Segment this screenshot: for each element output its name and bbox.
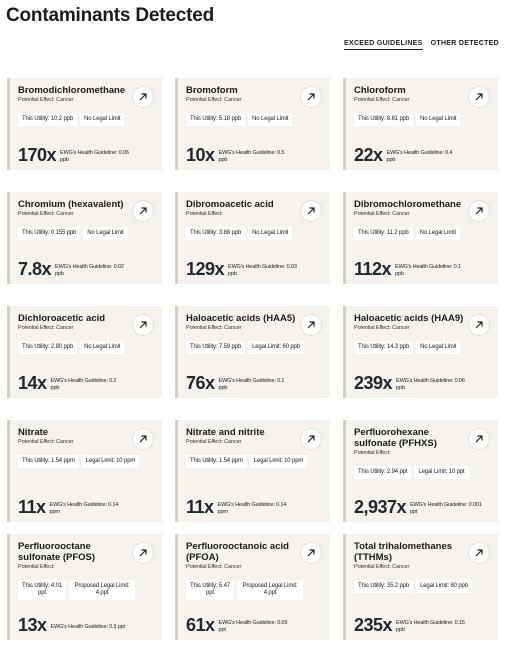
arrow-up-right-icon [474, 92, 484, 102]
contaminant-name: Bromoform [186, 85, 238, 96]
multiple-row [186, 374, 294, 392]
tab-exceed-guidelines[interactable]: EXCEED GUIDELINES [344, 40, 423, 50]
open-contaminant-button[interactable] [132, 314, 154, 336]
multiple-row [18, 374, 126, 392]
health-guideline: EWG's Health Guideline: 0.02 ppb [55, 264, 124, 277]
utility-level: This Utility: 7.59 ppb [186, 341, 245, 354]
multiple-row [186, 498, 293, 516]
guideline-multiple: 11x [186, 497, 214, 517]
health-guideline: EWG's Health Guideline: 0.15 ppb [396, 620, 465, 633]
contaminant-card[interactable] [175, 306, 330, 398]
open-contaminant-button[interactable] [132, 428, 154, 450]
arrow-up-right-icon [138, 434, 148, 444]
contaminant-name: Dibromoacetic acid [186, 199, 274, 210]
open-contaminant-button[interactable] [300, 428, 322, 450]
arrow-up-right-icon [306, 548, 316, 558]
utility-level: This Utility: 0.155 ppb [18, 227, 80, 240]
open-contaminant-button[interactable] [468, 542, 490, 564]
potential-effect: Potential Effect: [186, 211, 223, 217]
contaminant-card[interactable] [7, 192, 162, 284]
potential-effect: Potential Effect: Cancer [18, 97, 74, 103]
health-guideline: EWG's Health Guideline: 0.4 ppb [386, 150, 453, 163]
level-comparison [186, 455, 323, 468]
potential-effect: Potential Effect: Cancer [18, 211, 74, 217]
multiple-row [354, 374, 471, 392]
contaminant-card[interactable] [7, 78, 162, 170]
utility-level: This Utility: 3.88 ppb [186, 227, 245, 240]
legal-limit: No Legal Limit [80, 341, 124, 354]
health-guideline: EWG's Health Guideline: 0.14 ppm [217, 502, 287, 515]
guideline-multiple: 112x [354, 259, 392, 279]
health-guideline: EWG's Health Guideline: 0.1 ppb [218, 378, 285, 391]
level-comparison [186, 113, 323, 126]
legal-limit: No Legal Limit [416, 113, 460, 126]
guideline-multiple: 14x [18, 373, 47, 393]
legal-limit: Proposed Legal Limit: 4 ppt [237, 580, 303, 600]
contaminant-card[interactable] [175, 420, 330, 522]
legal-limit: Proposed Legal Limit: 4 ppt [69, 580, 135, 600]
open-contaminant-button[interactable] [300, 86, 322, 108]
arrow-up-right-icon [138, 548, 148, 558]
contaminant-card[interactable] [175, 78, 330, 170]
guideline-multiple: 7.8x [18, 259, 52, 279]
utility-level: This Utility: 14.3 ppb [354, 341, 413, 354]
contaminant-card[interactable] [7, 306, 162, 398]
contaminant-name: Haloacetic acids (HAA9) [354, 313, 464, 324]
arrow-up-right-icon [306, 92, 316, 102]
multiple-row [354, 498, 485, 516]
legal-limit: Legal Limit: 80 ppb [416, 580, 472, 593]
level-comparison [354, 341, 491, 354]
open-contaminant-button[interactable] [132, 200, 154, 222]
guideline-multiple: 13x [18, 615, 47, 635]
arrow-up-right-icon [306, 320, 316, 330]
arrow-up-right-icon [138, 320, 148, 330]
legal-limit: No Legal Limit [83, 227, 127, 240]
utility-level: This Utility: 5.18 ppb [186, 113, 245, 126]
level-comparison [354, 466, 491, 479]
health-guideline: EWG's Health Guideline: 0.14 ppm [49, 502, 119, 515]
multiple-row [186, 616, 294, 634]
potential-effect: Potential Effect: Cancer [354, 325, 410, 331]
arrow-up-right-icon [138, 206, 148, 216]
arrow-up-right-icon [306, 206, 316, 216]
legal-limit: Legal Limit: 10 ppt [414, 466, 468, 479]
contaminant-card[interactable] [7, 534, 162, 640]
level-comparison [354, 580, 491, 593]
multiple-row [354, 260, 470, 278]
contaminant-card[interactable] [7, 420, 162, 522]
open-contaminant-button[interactable] [468, 428, 490, 450]
potential-effect: Potential Effect: Cancer [354, 564, 410, 570]
multiple-row [18, 616, 125, 634]
legal-limit: No Legal Limit [416, 227, 460, 240]
arrow-up-right-icon [138, 92, 148, 102]
guideline-multiple: 235x [354, 615, 393, 635]
utility-level: This Utility: 5.47 ppt [186, 580, 234, 600]
legal-limit: No Legal Limit [248, 113, 292, 126]
utility-level: This Utility: 4.01 ppt [18, 580, 66, 600]
legal-limit: No Legal Limit [416, 341, 460, 354]
utility-level: This Utility: 2.94 ppt [354, 466, 411, 479]
page-title: Contaminants Detected [6, 5, 215, 26]
level-comparison [354, 227, 491, 240]
open-contaminant-button[interactable] [300, 314, 322, 336]
arrow-up-right-icon [474, 548, 484, 558]
contaminant-name: Dibromochloromethane [354, 199, 462, 210]
contaminant-card[interactable] [343, 420, 498, 522]
guideline-multiple: 129x [186, 259, 225, 279]
guideline-multiple: 239x [354, 373, 393, 393]
utility-level: This Utility: 1.54 ppm [186, 455, 247, 468]
guideline-multiple: 2,937x [354, 497, 407, 517]
open-contaminant-button[interactable] [468, 314, 490, 336]
legal-limit: Legal Limit: 10 ppm [250, 455, 308, 468]
legal-limit: Legal Limit: 10 ppm [82, 455, 140, 468]
health-guideline: EWG's Health Guideline: 0.5 ppb [218, 150, 285, 163]
guideline-multiple: 11x [18, 497, 46, 517]
potential-effect: Potential Effect: [18, 564, 55, 570]
level-comparison [186, 227, 323, 240]
potential-effect: Potential Effect: Cancer [18, 325, 74, 331]
contaminant-name: Chloroform [354, 85, 406, 96]
multiple-row [186, 260, 303, 278]
health-guideline: EWG's Health Guideline: 0.09 ppt [218, 620, 288, 633]
open-contaminant-button[interactable] [132, 86, 154, 108]
legal-limit: Legal Limit: 60 ppb [248, 341, 304, 354]
utility-level: This Utility: 10.2 ppb [18, 113, 77, 126]
contaminant-card[interactable] [343, 78, 498, 170]
utility-level: This Utility: 2.80 ppb [18, 341, 77, 354]
guideline-multiple: 170x [18, 145, 57, 165]
open-contaminant-button[interactable] [468, 200, 490, 222]
legal-limit: No Legal Limit [248, 227, 292, 240]
utility-level: This Utility: 8.61 ppb [354, 113, 413, 126]
multiple-row [354, 146, 462, 164]
level-comparison [18, 341, 155, 354]
health-guideline: EWG's Health Guideline: 0.03 ppb [228, 264, 297, 277]
contaminant-name: Perfluorooctane sulfonate (PFOS) [18, 541, 96, 563]
arrow-up-right-icon [306, 434, 316, 444]
contaminant-card[interactable] [175, 192, 330, 284]
potential-effect: Potential Effect: [354, 450, 391, 456]
legal-limit: No Legal Limit [80, 113, 124, 126]
health-guideline: EWG's Health Guideline: 0.1 ppb [395, 264, 461, 277]
health-guideline: EWG's Health Guideline: 0.001 ppt [410, 502, 482, 515]
utility-level: This Utility: 35.2 ppb [354, 580, 413, 593]
multiple-row [18, 498, 125, 516]
level-comparison [18, 455, 155, 468]
contaminant-name: Nitrate [18, 427, 49, 438]
health-guideline: EWG's Health Guideline: 0.06 ppb [60, 150, 129, 163]
open-contaminant-button[interactable] [300, 200, 322, 222]
potential-effect: Potential Effect: Cancer [186, 325, 242, 331]
contaminant-name: Nitrate and nitrite [186, 427, 265, 438]
level-comparison [186, 580, 323, 600]
multiple-row [354, 616, 471, 634]
contaminant-card[interactable] [175, 534, 330, 640]
tab-other-detected[interactable]: OTHER DETECTED [430, 40, 499, 47]
potential-effect: Potential Effect: Cancer [186, 439, 242, 445]
arrow-up-right-icon [474, 434, 484, 444]
contaminant-name: Dichloroacetic acid [18, 313, 106, 324]
contaminant-name: Total trihalomethanes (TTHMs) [354, 541, 453, 563]
filter-tabs [344, 40, 499, 50]
contaminant-name: Haloacetic acids (HAA5) [186, 313, 296, 324]
contaminant-name: Perfluorohexane sulfonate (PFHXS) [354, 427, 437, 449]
open-contaminant-button[interactable] [300, 542, 322, 564]
potential-effect: Potential Effect: Cancer [18, 439, 74, 445]
guideline-multiple: 61x [186, 615, 215, 635]
contaminant-name: Bromodichloromethane [18, 85, 126, 96]
level-comparison [354, 113, 491, 126]
guideline-multiple: 10x [186, 145, 215, 165]
level-comparison [18, 113, 155, 126]
potential-effect: Potential Effect: Cancer [354, 211, 410, 217]
multiple-row [18, 260, 130, 278]
multiple-row [186, 146, 294, 164]
level-comparison [18, 580, 155, 600]
health-guideline: EWG's Health Guideline: 0.3 ppt [50, 623, 125, 630]
level-comparison [18, 227, 155, 240]
open-contaminant-button[interactable] [468, 86, 490, 108]
health-guideline: EWG's Health Guideline: 0.2 ppb [50, 378, 117, 391]
contaminant-name: Perfluorooctanoic acid (PFOA) [186, 541, 289, 563]
utility-level: This Utility: 11.2 ppb [354, 227, 413, 240]
potential-effect: Potential Effect: Cancer [186, 97, 242, 103]
level-comparison [186, 341, 323, 354]
contaminant-card[interactable] [343, 306, 498, 398]
contaminant-card[interactable] [343, 534, 498, 640]
arrow-up-right-icon [474, 206, 484, 216]
potential-effect: Potential Effect: Cancer [354, 97, 410, 103]
multiple-row [18, 146, 135, 164]
guideline-multiple: 22x [354, 145, 383, 165]
open-contaminant-button[interactable] [132, 542, 154, 564]
arrow-up-right-icon [474, 320, 484, 330]
guideline-multiple: 76x [186, 373, 215, 393]
contaminant-name: Chromium (hexavalent) [18, 199, 124, 210]
health-guideline: EWG's Health Guideline: 0.06 ppb [396, 378, 465, 391]
utility-level: This Utility: 1.54 ppm [18, 455, 79, 468]
potential-effect: Potential Effect: Cancer [186, 564, 242, 570]
contaminant-card[interactable] [343, 192, 498, 284]
